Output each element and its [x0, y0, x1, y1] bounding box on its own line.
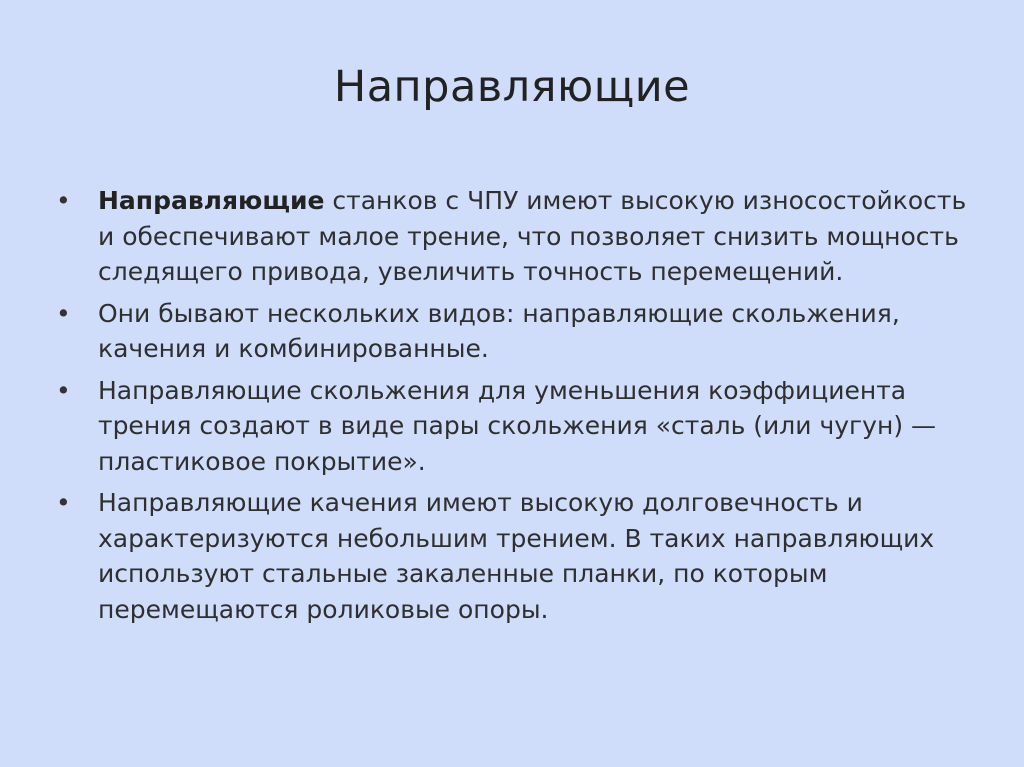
bullet-text: станков с ЧПУ имеют высокую износостойкость и обеспечивают малое трение, что позволяет снизить мощность следящего привода, увеличить точность перемещений.	[98, 186, 967, 286]
bullet-dot-icon: •	[56, 186, 71, 215]
bullet-text: Они бывают нескольких видов: направляющие скольжения, качения и комбинированные.	[98, 298, 900, 363]
bullet-dot-icon: •	[56, 298, 71, 328]
bullet-item	[52, 485, 972, 627]
bullet-item	[52, 183, 972, 290]
bullet-dot-icon: •	[56, 488, 71, 517]
bullet-list	[52, 183, 972, 631]
bullet-text: Направляющие качения имеют высокую долговечность и характеризуются небольшим трением. В таких направляющих используют стальные закаленные планки, по которым перемещаются роликовые опоры.	[98, 488, 935, 624]
bullet-dot-icon: •	[56, 375, 71, 405]
slide-title: Направляющие	[333, 62, 691, 112]
bullet-item	[52, 296, 972, 367]
bullet-item	[52, 373, 972, 480]
bullet-text: Направляющие скольжения для уменьшения коэффициента трения создают в виде пары скольжения «сталь (или чугун) — пластиковое покрытие».	[98, 375, 937, 476]
bullet-bold-text: Направляющие	[98, 186, 325, 215]
